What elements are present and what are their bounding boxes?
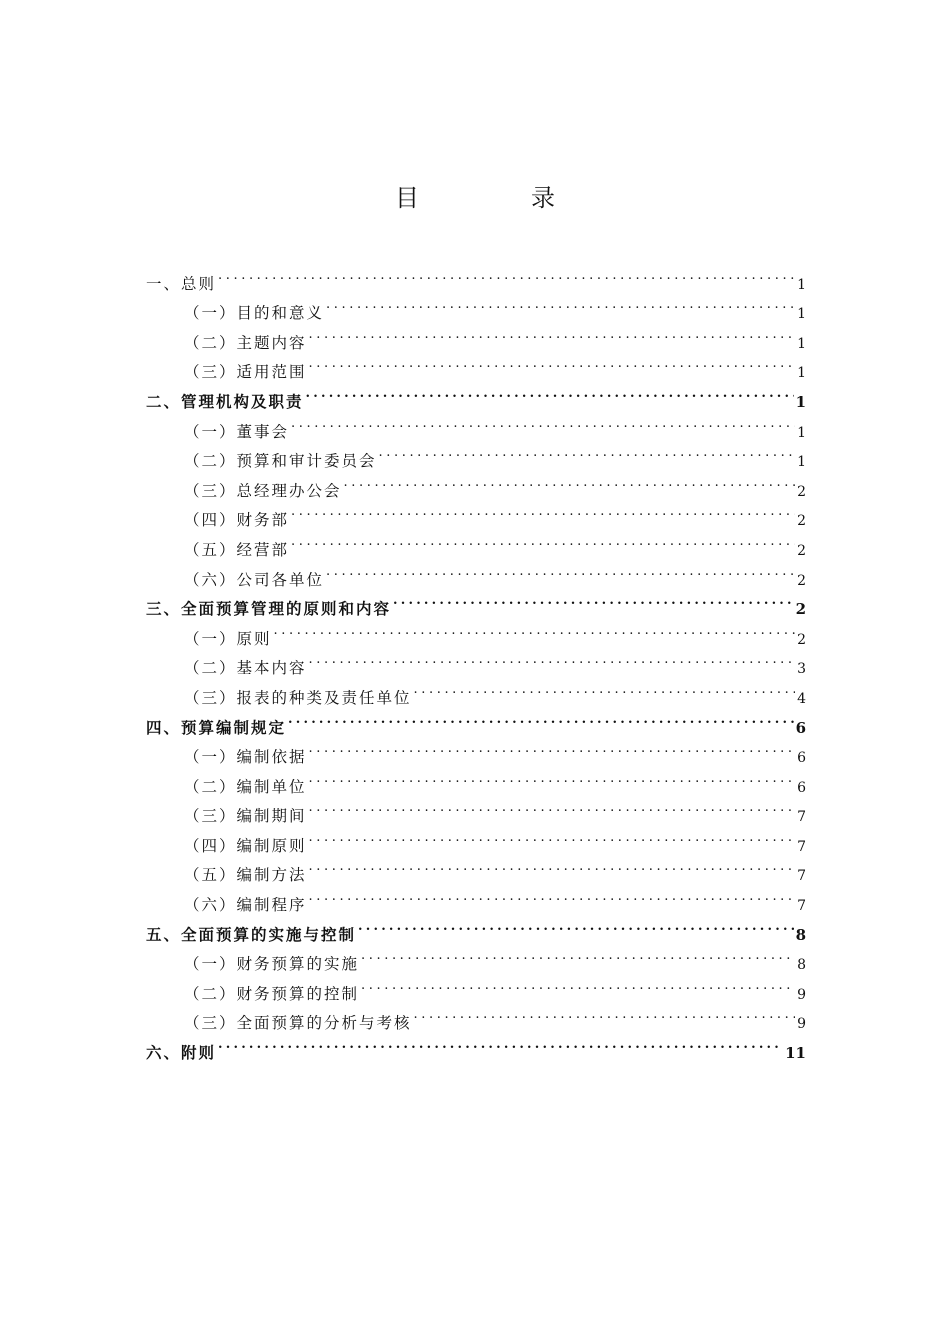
toc-entry-page-number: 1 — [797, 276, 806, 293]
toc-dot-leader — [361, 969, 795, 999]
toc-dot-leader — [291, 525, 795, 555]
toc-entry-label: （一）编制依据 — [184, 748, 307, 767]
toc-entry-page-number: 1 — [797, 365, 806, 382]
toc-dot-leader — [291, 496, 795, 526]
toc-entry-label: 二、管理机构及职责 — [146, 391, 304, 411]
toc-entry-label: （三）适用范围 — [184, 363, 307, 382]
toc-dot-leader — [309, 880, 796, 910]
toc-title: 目 录 — [395, 184, 599, 212]
toc-dot-leader — [309, 762, 796, 792]
toc-entry-page-number: 6 — [797, 750, 806, 767]
toc-entry-label: 五、全面预算的实施与控制 — [146, 924, 357, 944]
toc-entry-page-number: 2 — [797, 572, 806, 589]
toc-entry-label: （二）主题内容 — [184, 333, 307, 352]
toc-entry-page-number: 2 — [797, 631, 806, 648]
toc-entry-page-number: 7 — [797, 898, 806, 915]
toc-dot-leader — [393, 585, 794, 615]
toc-entry-label: （四）财务部 — [184, 511, 290, 530]
toc-dot-leader — [379, 437, 796, 467]
toc-entry-label: （一）原则 — [184, 629, 272, 648]
toc-entry-label: （二）预算和审计委员会 — [184, 452, 377, 471]
toc-entry-label: （四）编制原则 — [184, 836, 307, 855]
toc-dot-leader — [309, 348, 796, 378]
toc-dot-leader — [358, 910, 794, 940]
toc-entry-label: （三）总经理办公会 — [184, 481, 342, 500]
toc-entry-label: （三）编制期间 — [184, 807, 307, 826]
toc-dot-leader — [309, 792, 796, 822]
toc-dot-leader — [414, 999, 796, 1029]
toc-entry-label: （二）财务预算的控制 — [184, 984, 360, 1003]
toc-entry-label: （六）公司各单位 — [184, 570, 325, 589]
toc-dot-leader — [288, 703, 794, 733]
toc-dot-leader — [326, 289, 795, 319]
toc-entry[interactable] — [146, 259, 806, 293]
toc-entry-label: 六、附则 — [146, 1043, 217, 1063]
toc-dot-leader — [414, 673, 796, 703]
toc-entry-label: 四、预算编制规定 — [146, 717, 287, 737]
toc-entry-label: （一）财务预算的实施 — [184, 955, 360, 974]
toc-entry-page-number: 1 — [797, 454, 806, 471]
toc-entry-page-number: 6 — [795, 718, 806, 737]
toc-entry-label: （五）编制方法 — [184, 866, 307, 885]
toc-entry[interactable] — [146, 1028, 806, 1063]
toc-dot-leader — [306, 377, 794, 407]
toc-entry-page-number: 7 — [797, 809, 806, 826]
toc-entry-label: （五）经营部 — [184, 540, 290, 559]
toc-entry-page-number: 11 — [785, 1044, 806, 1063]
toc-entry-page-number: 1 — [797, 335, 806, 352]
toc-entry-page-number: 3 — [797, 661, 806, 678]
toc-entry-label: （六）编制程序 — [184, 896, 307, 915]
toc-entry-page-number: 7 — [797, 868, 806, 885]
toc-dot-leader — [291, 407, 795, 437]
toc-entry-page-number: 6 — [797, 779, 806, 796]
toc-entry-page-number: 1 — [795, 392, 806, 411]
toc-entry-label: （三）报表的种类及责任单位 — [184, 688, 412, 707]
toc-entry-page-number: 9 — [797, 986, 806, 1003]
toc-entry-page-number: 8 — [797, 957, 806, 974]
toc-entry-label: 一、总则 — [146, 274, 217, 293]
toc-entry-page-number: 8 — [795, 925, 806, 944]
toc-dot-leader — [309, 851, 796, 881]
toc-entry-page-number: 9 — [797, 1016, 806, 1033]
toc-dot-leader — [344, 466, 796, 496]
toc-entry-label: （二）编制单位 — [184, 777, 307, 796]
toc-dot-leader — [218, 259, 795, 289]
toc-entry-page-number: 2 — [797, 542, 806, 559]
toc-dot-leader — [309, 821, 796, 851]
toc-entry-label: （二）基本内容 — [184, 659, 307, 678]
toc-entry-label: （一）目的和意义 — [184, 304, 325, 323]
toc-entry-page-number: 1 — [797, 306, 806, 323]
toc-dot-leader — [361, 940, 795, 970]
toc-entry-page-number: 2 — [797, 483, 806, 500]
toc-entry[interactable] — [146, 289, 806, 323]
table-of-contents — [146, 259, 806, 1063]
toc-entry-label: （三）全面预算的分析与考核 — [184, 1014, 412, 1033]
toc-dot-leader — [326, 555, 795, 585]
toc-dot-leader — [218, 1028, 783, 1058]
toc-entry-page-number: 1 — [797, 424, 806, 441]
toc-entry-page-number: 4 — [797, 690, 806, 707]
toc-entry-page-number: 2 — [795, 600, 806, 619]
toc-entry-page-number: 2 — [797, 513, 806, 530]
toc-dot-leader — [309, 318, 796, 348]
toc-entry-label: 三、全面预算管理的原则和内容 — [146, 599, 392, 619]
toc-entry-page-number: 7 — [797, 838, 806, 855]
toc-dot-leader — [309, 733, 796, 763]
toc-entry-label: （一）董事会 — [184, 422, 290, 441]
toc-dot-leader — [274, 614, 796, 644]
toc-dot-leader — [309, 644, 796, 674]
